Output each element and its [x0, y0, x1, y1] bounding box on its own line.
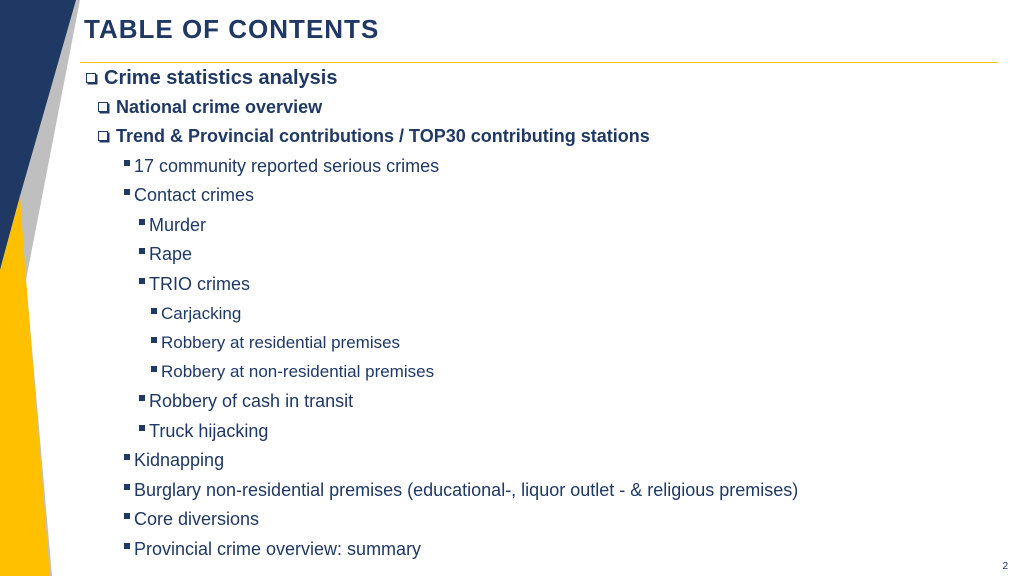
toc-item — [139, 242, 192, 266]
toc-item-label: Truck hijacking — [149, 421, 269, 441]
toc-item-label: Robbery at residential premises — [161, 333, 401, 352]
toc-item — [124, 478, 798, 502]
toc-item-label: Robbery of cash in transit — [149, 391, 354, 411]
toc-subsection — [98, 124, 650, 148]
toc-item — [124, 154, 439, 178]
toc-item-label: Core diversions — [134, 509, 260, 529]
square-bullet-icon — [151, 308, 157, 314]
toc-item-label: Carjacking — [161, 304, 242, 323]
square-bullet-icon — [124, 189, 130, 195]
toc-item-label: Burglary non-residential premises (educational-, liquor outlet - & religious premises) — [134, 480, 799, 500]
page-number: 2 — [1002, 561, 1008, 572]
toc-item — [124, 507, 259, 531]
toc-item-label: Rape — [149, 244, 193, 264]
page-title: TABLE OF CONTENTS — [84, 14, 380, 44]
square-bullet-icon — [139, 248, 145, 254]
square-bullet-icon — [124, 484, 130, 490]
toc-subsection-label: National crime overview — [116, 97, 323, 117]
square-bullet-icon — [139, 219, 145, 225]
square-bullet-icon — [124, 454, 130, 460]
toc-subsection — [98, 95, 322, 119]
toc-item-label: Provincial crime overview: summary — [134, 539, 422, 559]
toc-item-label: Robbery at non-residential premises — [161, 362, 435, 381]
toc-item — [139, 272, 250, 296]
toc-item — [139, 389, 353, 413]
decorative-side-banner — [0, 0, 80, 576]
checkbox-bullet-icon — [98, 102, 108, 112]
toc-item-label: Contact crimes — [134, 185, 255, 205]
square-bullet-icon — [124, 543, 130, 549]
toc-item-label: TRIO crimes — [149, 274, 250, 294]
toc-section — [86, 66, 337, 90]
toc-item — [124, 448, 224, 472]
checkbox-bullet-icon — [86, 73, 96, 83]
toc-subsection-label: Trend & Provincial contributions / TOP30 contributing stations — [116, 126, 650, 146]
toc-section-label: Crime statistics analysis — [104, 67, 338, 89]
toc-item — [124, 537, 421, 561]
square-bullet-icon — [139, 395, 145, 401]
toc-item — [124, 183, 254, 207]
square-bullet-icon — [139, 425, 145, 431]
square-bullet-icon — [124, 513, 130, 519]
toc-item — [139, 213, 206, 237]
title-divider — [80, 62, 998, 63]
toc-item — [151, 360, 434, 384]
square-bullet-icon — [151, 337, 157, 343]
toc-item-label: 17 community reported serious crimes — [134, 156, 440, 176]
toc-item — [151, 302, 241, 326]
square-bullet-icon — [139, 278, 145, 284]
square-bullet-icon — [151, 366, 157, 372]
toc-item-label: Murder — [149, 215, 207, 235]
toc-item-label: Kidnapping — [134, 450, 225, 470]
square-bullet-icon — [124, 160, 130, 166]
toc-item — [139, 419, 268, 443]
checkbox-bullet-icon — [98, 131, 108, 141]
toc-item — [151, 331, 400, 355]
